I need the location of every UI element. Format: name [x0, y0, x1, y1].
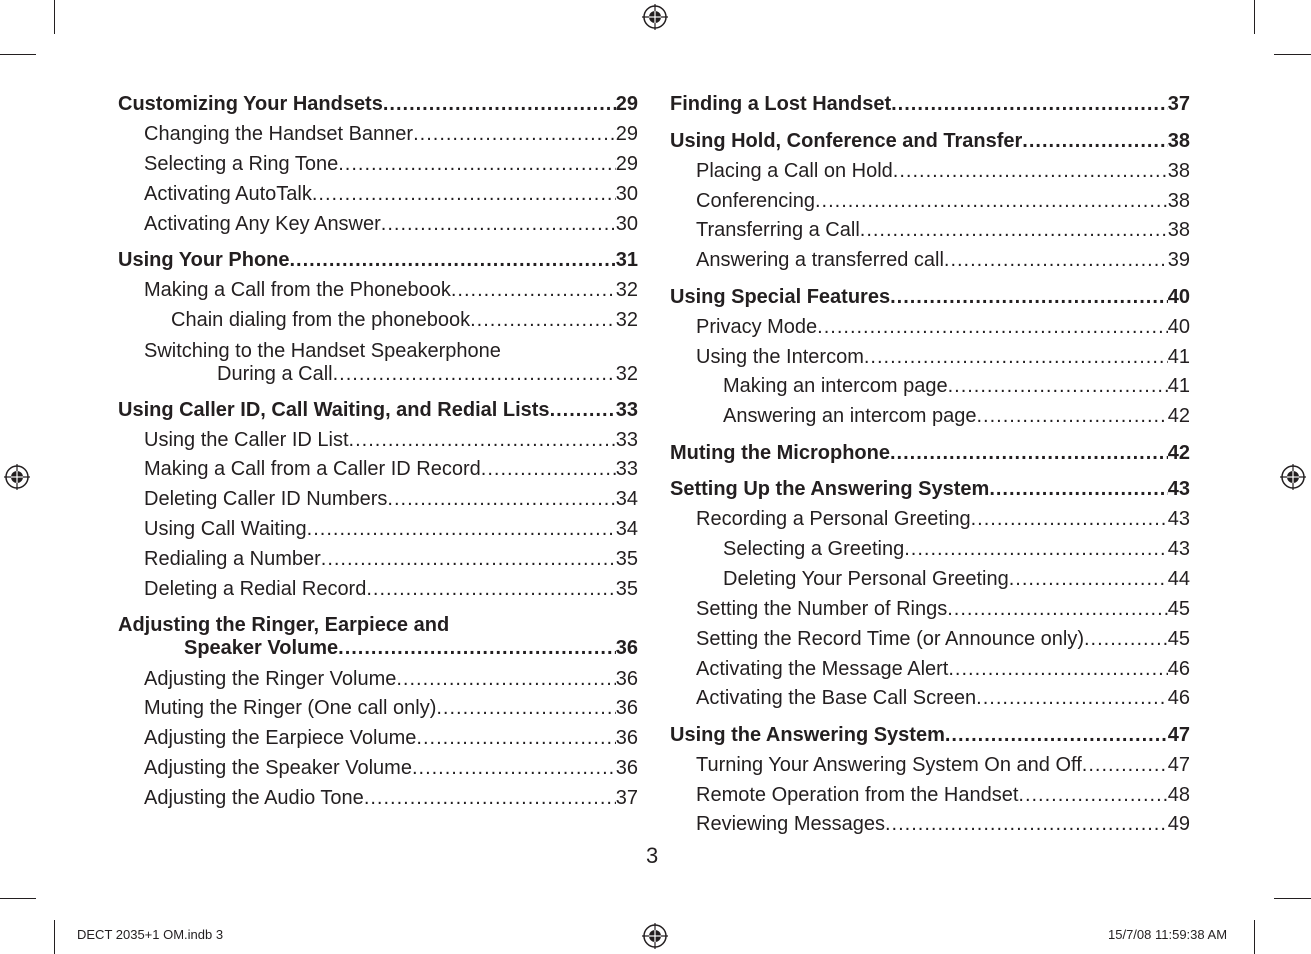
toc-entry-page: 46 [1167, 658, 1190, 680]
toc-entry-page: 30 [615, 183, 638, 205]
toc-entry-label: Activating the Base Call Screen [696, 687, 977, 709]
toc-entry-page: 36 [615, 757, 638, 779]
toc-entry-page: 30 [615, 213, 638, 235]
toc-subentry [144, 182, 638, 206]
toc-entry-label: Activating the Message Alert [696, 658, 949, 680]
toc-section-entry [670, 129, 1190, 153]
toc-entry-label: Reviewing Messages [696, 813, 885, 835]
dot-leader [312, 182, 616, 206]
toc-entry-label: Deleting a Redial Record [144, 578, 367, 600]
dot-leader [948, 374, 1168, 398]
toc-entry-page: 33 [615, 399, 638, 421]
toc-entry-page: 34 [615, 488, 638, 510]
toc-subentry [696, 783, 1190, 807]
toc-section-entry [118, 248, 638, 272]
dot-leader [860, 218, 1168, 242]
crop-mark [1254, 0, 1255, 34]
toc-entry-page: 45 [1167, 628, 1190, 650]
toc-section-entry [670, 285, 1190, 309]
toc-entry-page: 33 [615, 458, 638, 480]
toc-entry-page: 43 [1167, 478, 1190, 500]
dot-leader [893, 159, 1168, 183]
toc-entry-page: 42 [1167, 405, 1190, 427]
toc-section-entry [118, 398, 638, 422]
dot-leader [904, 537, 1168, 561]
toc-entry-page: 38 [1167, 219, 1190, 241]
toc-subentry [696, 189, 1190, 213]
dot-leader [891, 92, 1168, 116]
toc-subentry [144, 152, 638, 176]
dot-leader [307, 517, 616, 541]
toc-entry-label: Using Special Features [670, 286, 891, 308]
toc-subentry [144, 212, 638, 236]
toc-entry-page: 29 [615, 93, 638, 115]
dot-leader [366, 577, 615, 601]
toc-entry-label: Transferring a Call [696, 219, 860, 241]
toc-subentry [144, 122, 638, 146]
toc-entry-page: 32 [615, 279, 638, 301]
toc-entry-label: Activating AutoTalk [144, 183, 312, 205]
toc-entry-label: Activating Any Key Answer [144, 213, 381, 235]
registration-mark-icon [642, 923, 668, 949]
toc-entry-page: 40 [1167, 286, 1190, 308]
toc-subentry [696, 345, 1190, 369]
dot-leader [436, 696, 615, 720]
toc-subentry [144, 667, 638, 691]
dot-leader [890, 441, 1168, 465]
toc-entry-label: Making a Call from the Phonebook [144, 279, 451, 301]
toc-entry-label: Chain dialing from the phonebook [171, 309, 471, 331]
toc-entry-label: Using the Answering System [670, 724, 945, 746]
registration-mark-icon [642, 4, 668, 30]
dot-leader [976, 404, 1167, 428]
toc-entry-page: 38 [1167, 130, 1190, 152]
toc-entry-page: 45 [1167, 598, 1190, 620]
toc-section-entry [670, 441, 1190, 465]
toc-entry-label: Turning Your Answering System On and Off [696, 754, 1082, 776]
toc-entry-label: Answering a transferred call [696, 249, 944, 271]
toc-entry-label: Using the Caller ID List [144, 429, 349, 451]
dot-leader [1018, 783, 1167, 807]
crop-mark [54, 0, 55, 34]
dot-leader [290, 248, 616, 272]
toc-entry-page: 34 [615, 518, 638, 540]
footer-timestamp: 15/7/08 11:59:38 AM [1108, 927, 1228, 942]
toc-entry-page: 42 [1167, 442, 1190, 464]
toc-entry-page: 37 [615, 787, 638, 809]
toc-subentry [696, 507, 1190, 531]
toc-subentry [144, 517, 638, 541]
toc-entry-page: 32 [615, 363, 638, 385]
crop-mark [1274, 54, 1311, 55]
toc-entry-page: 35 [615, 578, 638, 600]
toc-entry-page: 36 [615, 697, 638, 719]
dot-leader [1082, 753, 1168, 777]
dot-leader [349, 428, 616, 452]
toc-subentry [723, 374, 1190, 398]
toc-entry-label: Recording a Personal Greeting [696, 508, 971, 530]
toc-subentry [144, 786, 638, 810]
toc-entry-first-line: Switching to the Handset Speakerphone [144, 340, 501, 362]
toc-subentry [171, 308, 638, 332]
dot-leader [396, 667, 615, 691]
toc-entry-label: Adjusting the Ringer Volume [144, 668, 397, 690]
dot-leader [451, 278, 616, 302]
toc-section-entry [118, 92, 638, 116]
toc-entry-page: 49 [1167, 813, 1190, 835]
dot-leader [412, 756, 616, 780]
footer-file-label: DECT 2035+1 OM.indb 3 [77, 927, 224, 942]
dot-leader [989, 477, 1167, 501]
toc-entry-label: Adjusting the Earpiece Volume [144, 727, 417, 749]
toc-subentry [696, 597, 1190, 621]
toc-entry-label: Using the Intercom [696, 346, 864, 368]
toc-entry-label: Setting the Number of Rings [696, 598, 948, 620]
toc-subentry [696, 218, 1190, 242]
toc-subentry [696, 159, 1190, 183]
toc-entry-label: Adjusting the Audio Tone [144, 787, 364, 809]
dot-leader [481, 457, 616, 481]
toc-entry-page: 33 [615, 429, 638, 451]
toc-entry-page: 29 [615, 153, 638, 175]
toc-entry-label: Using Your Phone [118, 249, 290, 271]
toc-entry-page: 47 [1167, 754, 1190, 776]
toc-entry-first-line: Adjusting the Ringer, Earpiece and [118, 614, 450, 636]
toc-entry-page: 39 [1167, 249, 1190, 271]
crop-mark [1274, 898, 1311, 899]
crop-mark [1254, 920, 1255, 954]
dot-leader [470, 308, 616, 332]
toc-entry-page: 38 [1167, 190, 1190, 212]
toc-entry-label: Using Caller ID, Call Waiting, and Redial Lists [118, 399, 550, 421]
dot-leader [338, 152, 616, 176]
dot-leader [864, 345, 1168, 369]
dot-leader [416, 726, 615, 750]
toc-entry-label: Privacy Mode [696, 316, 818, 338]
toc-entry-label: Setting the Record Time (or Announce only) [696, 628, 1084, 650]
toc-section-entry [670, 477, 1190, 501]
toc-entry-page: 47 [1167, 724, 1190, 746]
toc-entry-page: 29 [615, 123, 638, 145]
toc-entry-label: Finding a Lost Handset [670, 93, 892, 115]
toc-entry-page: 46 [1167, 687, 1190, 709]
toc-subentry [144, 726, 638, 750]
toc-subentry [144, 547, 638, 571]
toc-subentry [723, 567, 1190, 591]
dot-leader [338, 636, 616, 660]
toc-entry-page: 32 [615, 309, 638, 331]
toc-entry-page: 44 [1167, 568, 1190, 590]
toc-entry-label: Making a Call from a Caller ID Record [144, 458, 481, 480]
dot-leader [364, 786, 616, 810]
toc-entry-label: Using Call Waiting [144, 518, 307, 540]
toc-entry-label: Customizing Your Handsets [118, 93, 383, 115]
toc-subentry [696, 753, 1190, 777]
dot-leader [945, 723, 1168, 747]
toc-entry-page: 36 [615, 668, 638, 690]
toc-entry-page: 35 [615, 548, 638, 570]
toc-entry-label: Muting the Microphone [670, 442, 890, 464]
toc-entry-page: 31 [615, 249, 638, 271]
toc-subentry [723, 537, 1190, 561]
toc-entry-label: Deleting Caller ID Numbers [144, 488, 388, 510]
crop-mark [0, 898, 36, 899]
toc-entry-page: 48 [1167, 784, 1190, 806]
dot-leader [321, 547, 616, 571]
dot-leader [413, 122, 616, 146]
toc-entry-page: 40 [1167, 316, 1190, 338]
dot-leader [1009, 567, 1168, 591]
dot-leader [815, 189, 1168, 213]
toc-entry-page: 43 [1167, 538, 1190, 560]
dot-leader [817, 315, 1168, 339]
toc-subentry [696, 315, 1190, 339]
toc-subentry [696, 812, 1190, 836]
toc-entry-page: 36 [615, 727, 638, 749]
toc-section-entry [184, 636, 638, 660]
registration-mark-icon [1280, 464, 1306, 490]
dot-leader [333, 362, 616, 386]
dot-leader [550, 398, 616, 422]
toc-entry-label: Using Hold, Conference and Transfer [670, 130, 1023, 152]
dot-leader [885, 812, 1168, 836]
toc-subentry [144, 428, 638, 452]
toc-entry-page: 43 [1167, 508, 1190, 530]
dot-leader [1022, 129, 1167, 153]
toc-section-entry [670, 723, 1190, 747]
page-number: 3 [646, 843, 659, 868]
crop-mark [54, 920, 55, 954]
dot-leader [948, 657, 1167, 681]
toc-entry-label: Placing a Call on Hold [696, 160, 893, 182]
toc-entry-page: 41 [1167, 375, 1190, 397]
toc-entry-label: Speaker Volume [184, 637, 339, 659]
toc-entry-label: Selecting a Greeting [723, 538, 905, 560]
toc-entry-label: Making an intercom page [723, 375, 948, 397]
toc-subentry [144, 457, 638, 481]
toc-entry-label: Setting Up the Answering System [670, 478, 990, 500]
toc-subentry [723, 404, 1190, 428]
toc-subentry [144, 696, 638, 720]
dot-leader [890, 285, 1168, 309]
toc-subentry [696, 627, 1190, 651]
toc-entry-label: During a Call [217, 363, 333, 385]
toc-entry-page: 37 [1167, 93, 1190, 115]
dot-leader [944, 248, 1168, 272]
toc-subentry [696, 657, 1190, 681]
toc-section-entry [670, 92, 1190, 116]
toc-entry-page: 38 [1167, 160, 1190, 182]
toc-entry-label: Selecting a Ring Tone [144, 153, 339, 175]
toc-entry-label: Conferencing [696, 190, 815, 212]
toc-entry-label: Redialing a Number [144, 548, 321, 570]
toc-entry-page: 41 [1167, 346, 1190, 368]
toc-entry-page: 36 [615, 637, 638, 659]
dot-leader [387, 487, 615, 511]
toc-entry-label: Changing the Handset Banner [144, 123, 414, 145]
toc-entry-label: Deleting Your Personal Greeting [723, 568, 1009, 590]
toc-subentry [696, 686, 1190, 710]
dot-leader [971, 507, 1168, 531]
registration-mark-icon [4, 464, 30, 490]
toc-subentry [144, 577, 638, 601]
dot-leader [383, 92, 616, 116]
dot-leader [381, 212, 616, 236]
crop-mark [0, 54, 36, 55]
dot-leader [976, 686, 1168, 710]
toc-entry-label: Adjusting the Speaker Volume [144, 757, 412, 779]
toc-entry-label: Remote Operation from the Handset [696, 784, 1019, 806]
toc-subentry [144, 487, 638, 511]
toc-subentry [696, 248, 1190, 272]
toc-subentry [144, 756, 638, 780]
toc-subentry [217, 362, 638, 386]
toc-entry-label: Answering an intercom page [723, 405, 977, 427]
dot-leader [1084, 627, 1168, 651]
dot-leader [947, 597, 1168, 621]
toc-subentry [144, 278, 638, 302]
toc-entry-label: Muting the Ringer (One call only) [144, 697, 437, 719]
